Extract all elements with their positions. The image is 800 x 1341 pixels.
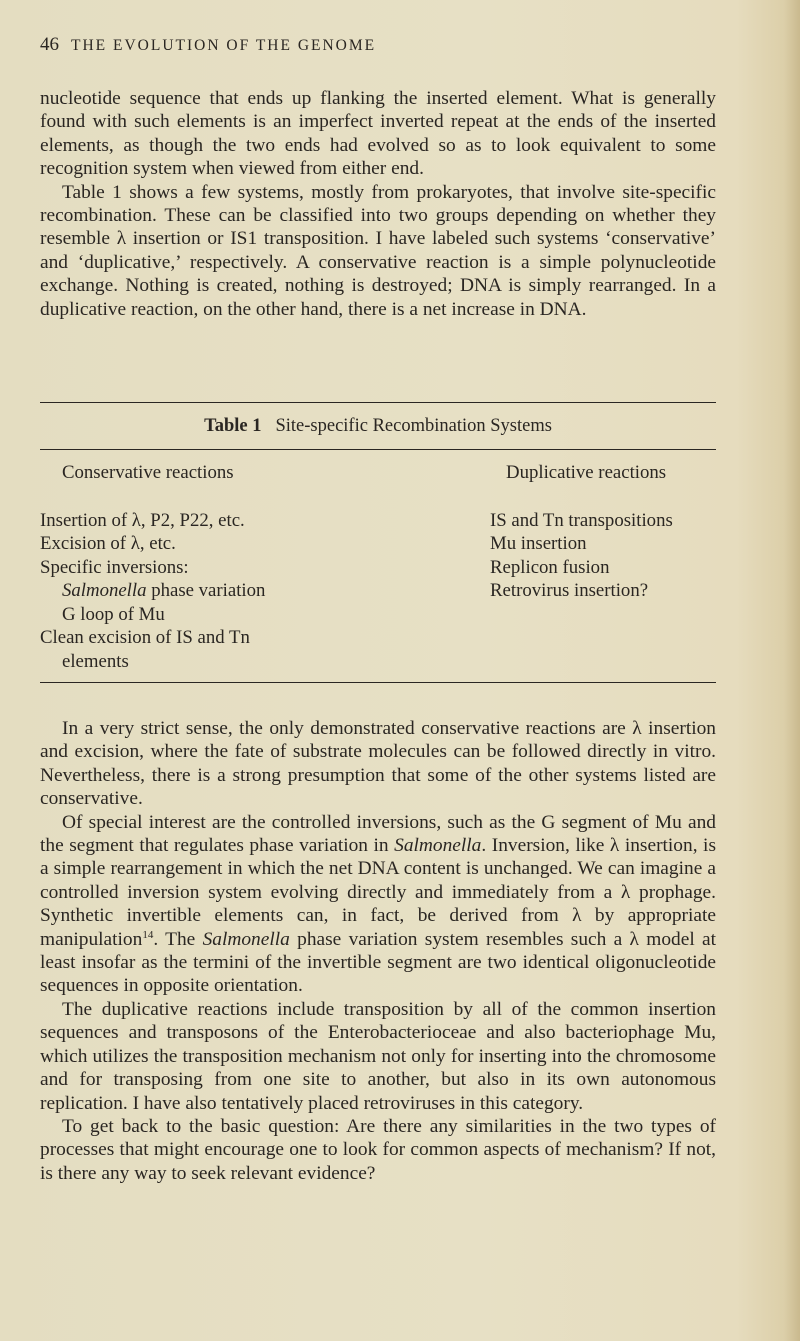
italic-term: Salmonella xyxy=(62,580,147,601)
table-caption xyxy=(40,403,716,449)
paragraph: Table 1 shows a few systems, mostly from prokaryotes, that involve site-specific recombination. These can be classified into two groups depending on whether they resemble λ insertion or IS1 transposition. I have labeled such systems ‘conservative’ and ‘duplicative,’ respectively. A conservative reaction is a simple polynucleotide exchange. Nothing is created, nothing is destroyed; DNA is simply rearranged. In a duplicative reaction, on the other hand, there is a net increase in DNA. xyxy=(40,181,716,320)
paragraph: The duplicative reactions include transposition by all of the common insertion sequences and transposons of the Enterobacterioceae and also bacteriophage Mu, which utilizes the transposition mechanism not only for inserting into the chromosome and for transposing from one site to another, but also in its own autonomous replication. I have also tentatively placed retroviruses in this category. xyxy=(40,998,716,1114)
table-row: G loop of Mu xyxy=(62,603,165,625)
table-row: Replicon fusion xyxy=(490,556,610,578)
table-row: elements xyxy=(62,650,129,672)
page-number: 46 xyxy=(40,34,59,55)
table-row: Specific inversions: xyxy=(40,556,189,578)
table-row: Clean excision of IS and Tn xyxy=(40,627,250,648)
body-text-after-table xyxy=(40,717,716,1185)
paragraph: To get back to the basic question: Are there any similarities in the two types of processes that might encourage one to look for common aspects of mechanism? If not, is there any way to seek relevant evidence? xyxy=(40,1115,716,1184)
reference-superscript: 14 xyxy=(142,928,154,941)
table-body xyxy=(40,450,716,682)
italic-term: Salmonella xyxy=(394,835,482,857)
table-row: Excision of λ, etc. xyxy=(40,533,176,554)
table-row: Insertion of λ, P2, P22, etc. xyxy=(40,509,245,531)
paragraph: nucleotide sequence that ends up flanking the inserted element. What is generally found with such elements is an imperfect inverted repeat at the ends of the inserted elements, as though the two ends had evolved so as to look equivalent to some recognition system when viewed from either end. xyxy=(40,88,716,180)
running-head xyxy=(40,34,376,56)
column-header: Conservative reactions xyxy=(62,462,234,483)
italic-term: Salmonella xyxy=(202,928,290,950)
table-row: Retrovirus insertion? xyxy=(490,580,649,601)
table-column-conservative xyxy=(40,450,360,673)
paragraph: Of special interest are the controlled inversions, such as the G segment of Mu and the segment that regulates phase variation in Salmonella. Inversion, like λ insertion, is a simple rearrangement in which the net DNA content is unchanged. We can imagine a controlled inversion system evolving directly and immediately from a λ prophage. Synthetic invertible elements can, in fact, be derived from λ by appropriate manipulation$^{14}$. The Salmonella phase variation system resembles such a λ model at least insofar as the termini of the invertible segment are two identical oligonucleotide sequences in opposite orientation. xyxy=(40,811,717,997)
paragraph: In a very strict sense, the only demonstrated conservative reactions are λ insertion and excision, where the fate of substrate molecules can be followed directly in vitro. Nevertheless, there is a strong presumption that some of the other systems listed are conservative. xyxy=(40,718,716,810)
table-row: IS and Tn transpositions xyxy=(490,509,673,531)
column-header: Duplicative reactions xyxy=(506,462,667,483)
table-bottom-rule xyxy=(40,682,716,683)
table-column-duplicative xyxy=(490,450,730,603)
book-title: THE EVOLUTION OF THE GENOME xyxy=(71,37,377,54)
table-title: Site-specific Recombination Systems xyxy=(275,416,552,436)
table-row: Mu insertion xyxy=(490,533,587,554)
table-1 xyxy=(40,402,716,683)
body-text-before-table xyxy=(40,87,716,321)
table-row: Salmonella phase variation xyxy=(62,580,266,601)
table-label: Table 1 xyxy=(204,416,262,436)
